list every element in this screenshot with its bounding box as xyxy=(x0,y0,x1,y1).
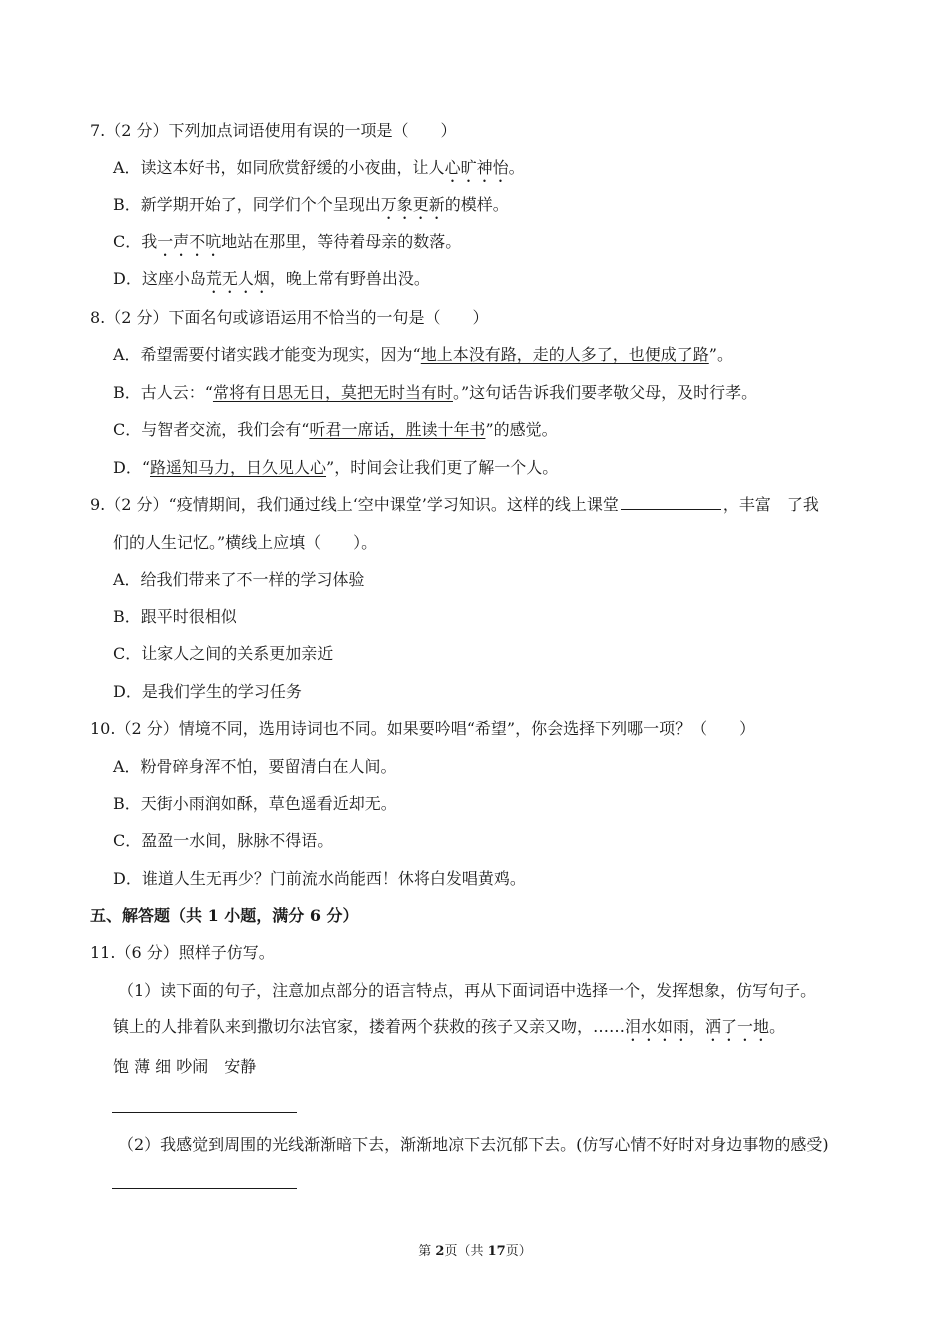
q10-option-d: D．谁道人生无再少？门前流水尚能西！休将白发唱黄鸡。 xyxy=(113,869,526,888)
q9-option-b: B．跟平时很相似 xyxy=(113,607,237,626)
q11-example-sentence: 镇上的人排着队来到撒切尔法官家，搂着两个获救的孩子又亲又吻，……泪水如雨，洒了一地。 xyxy=(113,1017,786,1036)
q8-option-a: A．希望需要付诸实践才能变为现实，因为“地上本没有路，走的人多了，也便成了路”。 xyxy=(113,345,733,364)
q7-option-a: A．读这本好书，如同欣赏舒缓的小夜曲，让人心旷神怡。 xyxy=(113,158,525,177)
q8-stem: 8.（2 分）下面名句或谚语运用不恰当的一句是（ ） xyxy=(90,308,489,327)
q10-stem: 10.（2 分）情境不同，选用诗词也不同。如果要吟唱“希望”，你会选择下列哪一项？（ ） xyxy=(90,719,756,738)
q7-option-b: B．新学期开始了，同学们个个呈现出万象更新的模样。 xyxy=(113,195,509,214)
q11-word-choices: 饱 薄 细 吵闹 安静 xyxy=(113,1057,257,1076)
underlined-quote: 地上本没有路，走的人多了，也便成了路 xyxy=(420,345,709,364)
answer-line-1[interactable] xyxy=(112,1112,297,1113)
q7-option-c: C．我一声不吭地站在那里，等待着母亲的数落。 xyxy=(113,232,462,251)
underlined-quote: 路遥知马力，日久见人心 xyxy=(150,458,327,477)
emphasized-word: 一声不吭 xyxy=(157,232,222,251)
q9-stem: 9.（2 分）“疫情期间，我们通过线上‘空中课堂’学习知识。这样的线上课堂 ，丰富 了我 xyxy=(90,495,819,514)
q8-option-d: D．“路遥知马力，日久见人心”，时间会让我们更了解一个人。 xyxy=(113,458,559,477)
underlined-quote: 常将有日思无日，莫把无时当有时 xyxy=(212,383,453,402)
q7-stem: 7.（2 分）下列加点词语使用有误的一项是（ ） xyxy=(90,121,457,140)
underlined-quote: 听君一席话，胜读十年书 xyxy=(309,420,486,439)
emphasized-phrase: 洒了一地 xyxy=(705,1017,770,1036)
q11-part2-instruction: （2）我感觉到周围的光线渐渐暗下去，渐渐地凉下去沉郁下去。(仿写心情不好时对身边事物的感受) xyxy=(118,1135,829,1154)
total-pages: 17 xyxy=(487,1244,506,1259)
answer-line-2[interactable] xyxy=(112,1188,297,1189)
q8-option-b: B．古人云：“常将有日思无日，莫把无时当有时。”这句话告诉我们要孝敬父母，及时行孝。 xyxy=(113,383,758,402)
q11-part1-instruction: （1）读下面的句子，注意加点部分的语言特点，再从下面词语中选择一个，发挥想象，仿写句子。 xyxy=(118,981,817,1000)
page-number: 2 xyxy=(435,1244,445,1259)
q10-option-b: B．天街小雨润如酥，草色遥看近却无。 xyxy=(113,794,397,813)
q9-option-c: C．让家人之间的关系更加亲近 xyxy=(113,644,334,663)
q11-stem: 11.（6 分）照样子仿写。 xyxy=(90,943,275,962)
q10-option-a: A．粉骨碎身浑不怕，要留清白在人间。 xyxy=(113,757,397,776)
emphasized-word: 万象更新 xyxy=(380,195,445,214)
q9-option-d: D．是我们学生的学习任务 xyxy=(113,682,302,701)
q9-stem-continued: 们的人生记忆。”横线上应填（ ）。 xyxy=(113,533,378,552)
q10-option-c: C．盈盈一水间，脉脉不得语。 xyxy=(113,831,334,850)
emphasized-word: 荒无人烟 xyxy=(205,269,270,288)
q9-option-a: A．给我们带来了不一样的学习体验 xyxy=(113,570,365,589)
emphasized-phrase: 泪水如雨 xyxy=(625,1017,690,1036)
q7-option-d: D．这座小岛荒无人烟，晚上常有野兽出没。 xyxy=(113,269,430,288)
section-title: 五、解答题（共 1 小题，满分 6 分） xyxy=(90,906,359,925)
q8-option-c: C．与智者交流，我们会有“听君一席话，胜读十年书”的感觉。 xyxy=(113,420,558,439)
fill-blank xyxy=(621,508,721,510)
emphasized-word: 心旷神怡 xyxy=(444,158,509,177)
page-footer: 第 2页（共 17页） xyxy=(418,1244,532,1259)
